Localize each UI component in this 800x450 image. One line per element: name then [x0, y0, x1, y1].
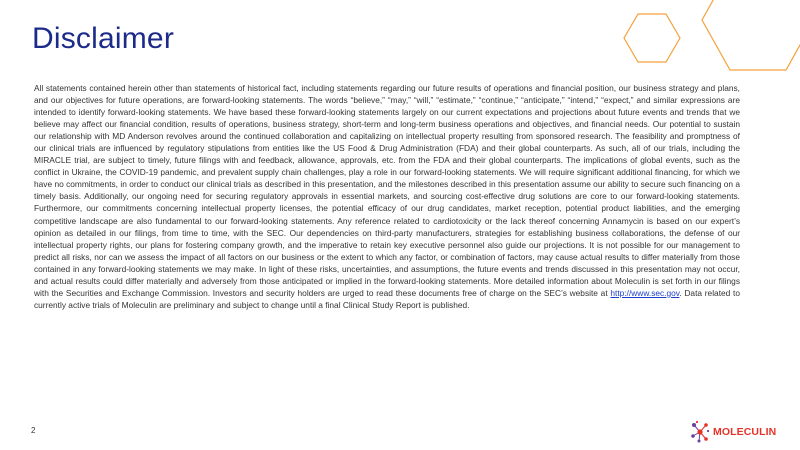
company-logo [690, 419, 776, 445]
disclaimer-body-part2: . Data related to currently active trials of Moleculin are preliminary and subject to change until a final Clinical Study Report is published. [34, 287, 740, 310]
page-number: 2 [31, 426, 36, 435]
sec-website-link[interactable]: http://www.sec.gov [610, 287, 680, 298]
disclaimer-body-part1: All statements contained herein other than statements of historical fact, including statements regarding our future results of operations and financial position, our business strategy and plans, and our objectives for future operations, are forward-looking statements. The words “believe,” “may,” “will,” “estimate,” “continue,” “anticipate,” “intend,” “expect,” and similar expressions are intended to identify forward-looking statements. We have based these forward-looking statements largely on our current expectations and projections about future events and trends that we believe may affect our financial condition, results of operations, business strategy, short-term and long-term business operations and objectives, and financial needs. Our potential to sustain our relationship with MD Anderson revolves around the continued collaboration and capitalizing on intellectual property resulting from sponsored research. The feasibility and promptness of our clinical trials are influenced by regulatory stipulations from entities like the US Food & Drug Administration (FDA) and their global counterparts. As such, all of our trials, including the MIRACLE trial, are subject to timely, future filings with and feedback, allowance, approvals, etc. from the FDA and their global counterparts. The implications of global events, such as the conflict in Ukraine, the COVID-19 pandemic, and prevalent supply chain challenges, play a role in our forward-looking statements. We will require significant additional financing, for which we have no commitments, in order to conduct our clinical trials as described in this presentation, and the milestones described in this presentation assume our ability to secure such financing on a timely basis. Additionally, our ongoing need for securing regulatory approvals in essential markets, and sourcing cost-effective drug solutions are core to our forward-looking statements. Furthermore, our commitments concerning intellectual property licenses, the potential efficacy of our drug candidates, market reception, potential product liabilities, and the emerging competitive landscape are also fundamental to our forward-looking statements. Any reference related to cardiotoxicity or the lack thereof concerning Annamycin is based on our expert’s opinion as detailed in our filings, from time to time, with the SEC. Our dependencies on third-party manufacturers, strategies for establishing business collaborations, the defense of our intellectual property rights, our plans for fostering company growth, and the imperative to retain key executive personnel also guide our projections. It is not possible for our management to predict all risks, nor can we assess the impact of all factors on our business or the extent to which any factor, or combination of factors, may cause actual results to differ materially from those contained in any forward-looking statements we may make. In light of these risks, uncertainties, and assumptions, the future events and trends discussed in this presentation may not occur, and actual results could differ materially and adversely from those anticipated or implied in the forward-looking statements. More detailed information about Moleculin is set forth in our filings with the Securities and Exchange Commission. Investors and security holders are urged to read these documents free of charge on the SEC’s website at [34, 83, 740, 298]
disclaimer-text [34, 82, 740, 311]
molecule-icon [690, 420, 710, 444]
page-title: Disclaimer [32, 22, 175, 55]
logo-wordmark: MOLECULIN [713, 426, 777, 438]
